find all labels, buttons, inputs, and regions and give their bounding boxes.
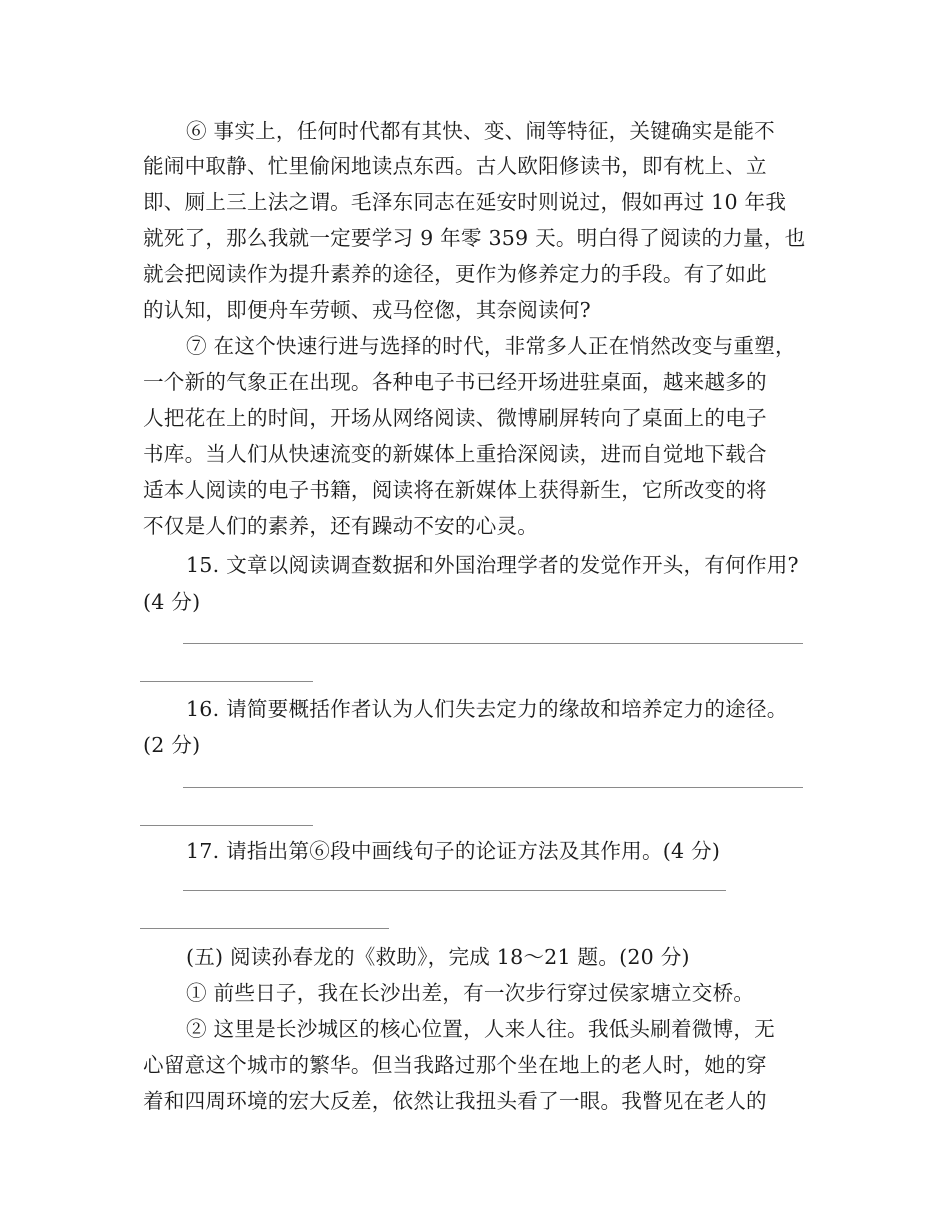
answer-line-17-continued[interactable] bbox=[140, 928, 389, 929]
question-16-score: (2 分) bbox=[143, 733, 201, 757]
story-paragraph-2-line: 心留意这个城市的繁华。但当我路过那个坐在地上的老人时，她的穿 bbox=[143, 1053, 767, 1077]
paragraph-6-line: 即、厕上三上法之谓。毛泽东同志在延安时则说过，假如再过 10 年我 bbox=[143, 190, 787, 214]
paragraph-7-line: 适本人阅读的电子书籍，阅读将在新媒体上获得新生，它所改变的将 bbox=[143, 478, 767, 502]
answer-line-17[interactable] bbox=[183, 890, 726, 891]
answer-line-16[interactable] bbox=[183, 787, 803, 788]
section-5-heading: (五) 阅读孙春龙的《救助》，完成 18～21 题。(20 分) bbox=[186, 945, 690, 969]
question-15-text: 15. 文章以阅读调查数据和外国治理学者的发觉作开头，有何作用? bbox=[186, 553, 799, 577]
paragraph-7-line: 不仅是人们的素养，还有躁动不安的心灵。 bbox=[143, 514, 539, 538]
question-15-score: (4 分) bbox=[143, 590, 201, 614]
paragraph-6-line: ⑥ 事实上，任何时代都有其快、变、闹等特征，关键确实是能不 bbox=[186, 119, 775, 143]
question-17-text: 17. 请指出第⑥段中画线句子的论证方法及其作用。(4 分) bbox=[186, 839, 721, 863]
story-paragraph-2-line: 着和四周环境的宏大反差，依然让我扭头看了一眼。我瞥见在老人的 bbox=[143, 1089, 767, 1113]
paragraph-6-line: 能闹中取静、忙里偷闲地读点东西。古人欧阳修读书，即有枕上、立 bbox=[143, 154, 767, 178]
story-paragraph-2-line: ② 这里是长沙城区的核心位置，人来人往。我低头刷着微博，无 bbox=[186, 1017, 775, 1041]
answer-line-15[interactable] bbox=[183, 643, 803, 644]
story-paragraph-1: ① 前些日子，我在长沙出差，有一次步行穿过侯家塘立交桥。 bbox=[186, 981, 755, 1005]
paragraph-7-line: ⑦ 在这个快速行进与选择的时代，非常多人正在悄然改变与重塑， bbox=[186, 334, 796, 358]
paragraph-7-line: 一个新的气象正在出现。各种电子书已经开场进驻桌面，越来越多的 bbox=[143, 370, 767, 394]
paragraph-7-line: 书库。当人们从快速流变的新媒体上重拾深阅读，进而自觉地下载合 bbox=[143, 442, 767, 466]
answer-line-15-continued[interactable] bbox=[140, 681, 313, 682]
paragraph-6-line: 的认知，即便舟车劳顿、戎马倥偬，其奈阅读何? bbox=[143, 298, 591, 322]
question-16-text: 16. 请简要概括作者认为人们失去定力的缘故和培养定力的途径。 bbox=[186, 697, 788, 721]
answer-line-16-continued[interactable] bbox=[140, 825, 313, 826]
paragraph-7-line: 人把花在上的时间，开场从网络阅读、微博刷屏转向了桌面上的电子 bbox=[143, 406, 767, 430]
paragraph-6-line: 就会把阅读作为提升素养的途径，更作为修养定力的手段。有了如此 bbox=[143, 262, 767, 286]
paragraph-6-line: 就死了，那么我就一定要学习 9 年零 359 天。明白得了阅读的力量，也 bbox=[143, 226, 806, 250]
